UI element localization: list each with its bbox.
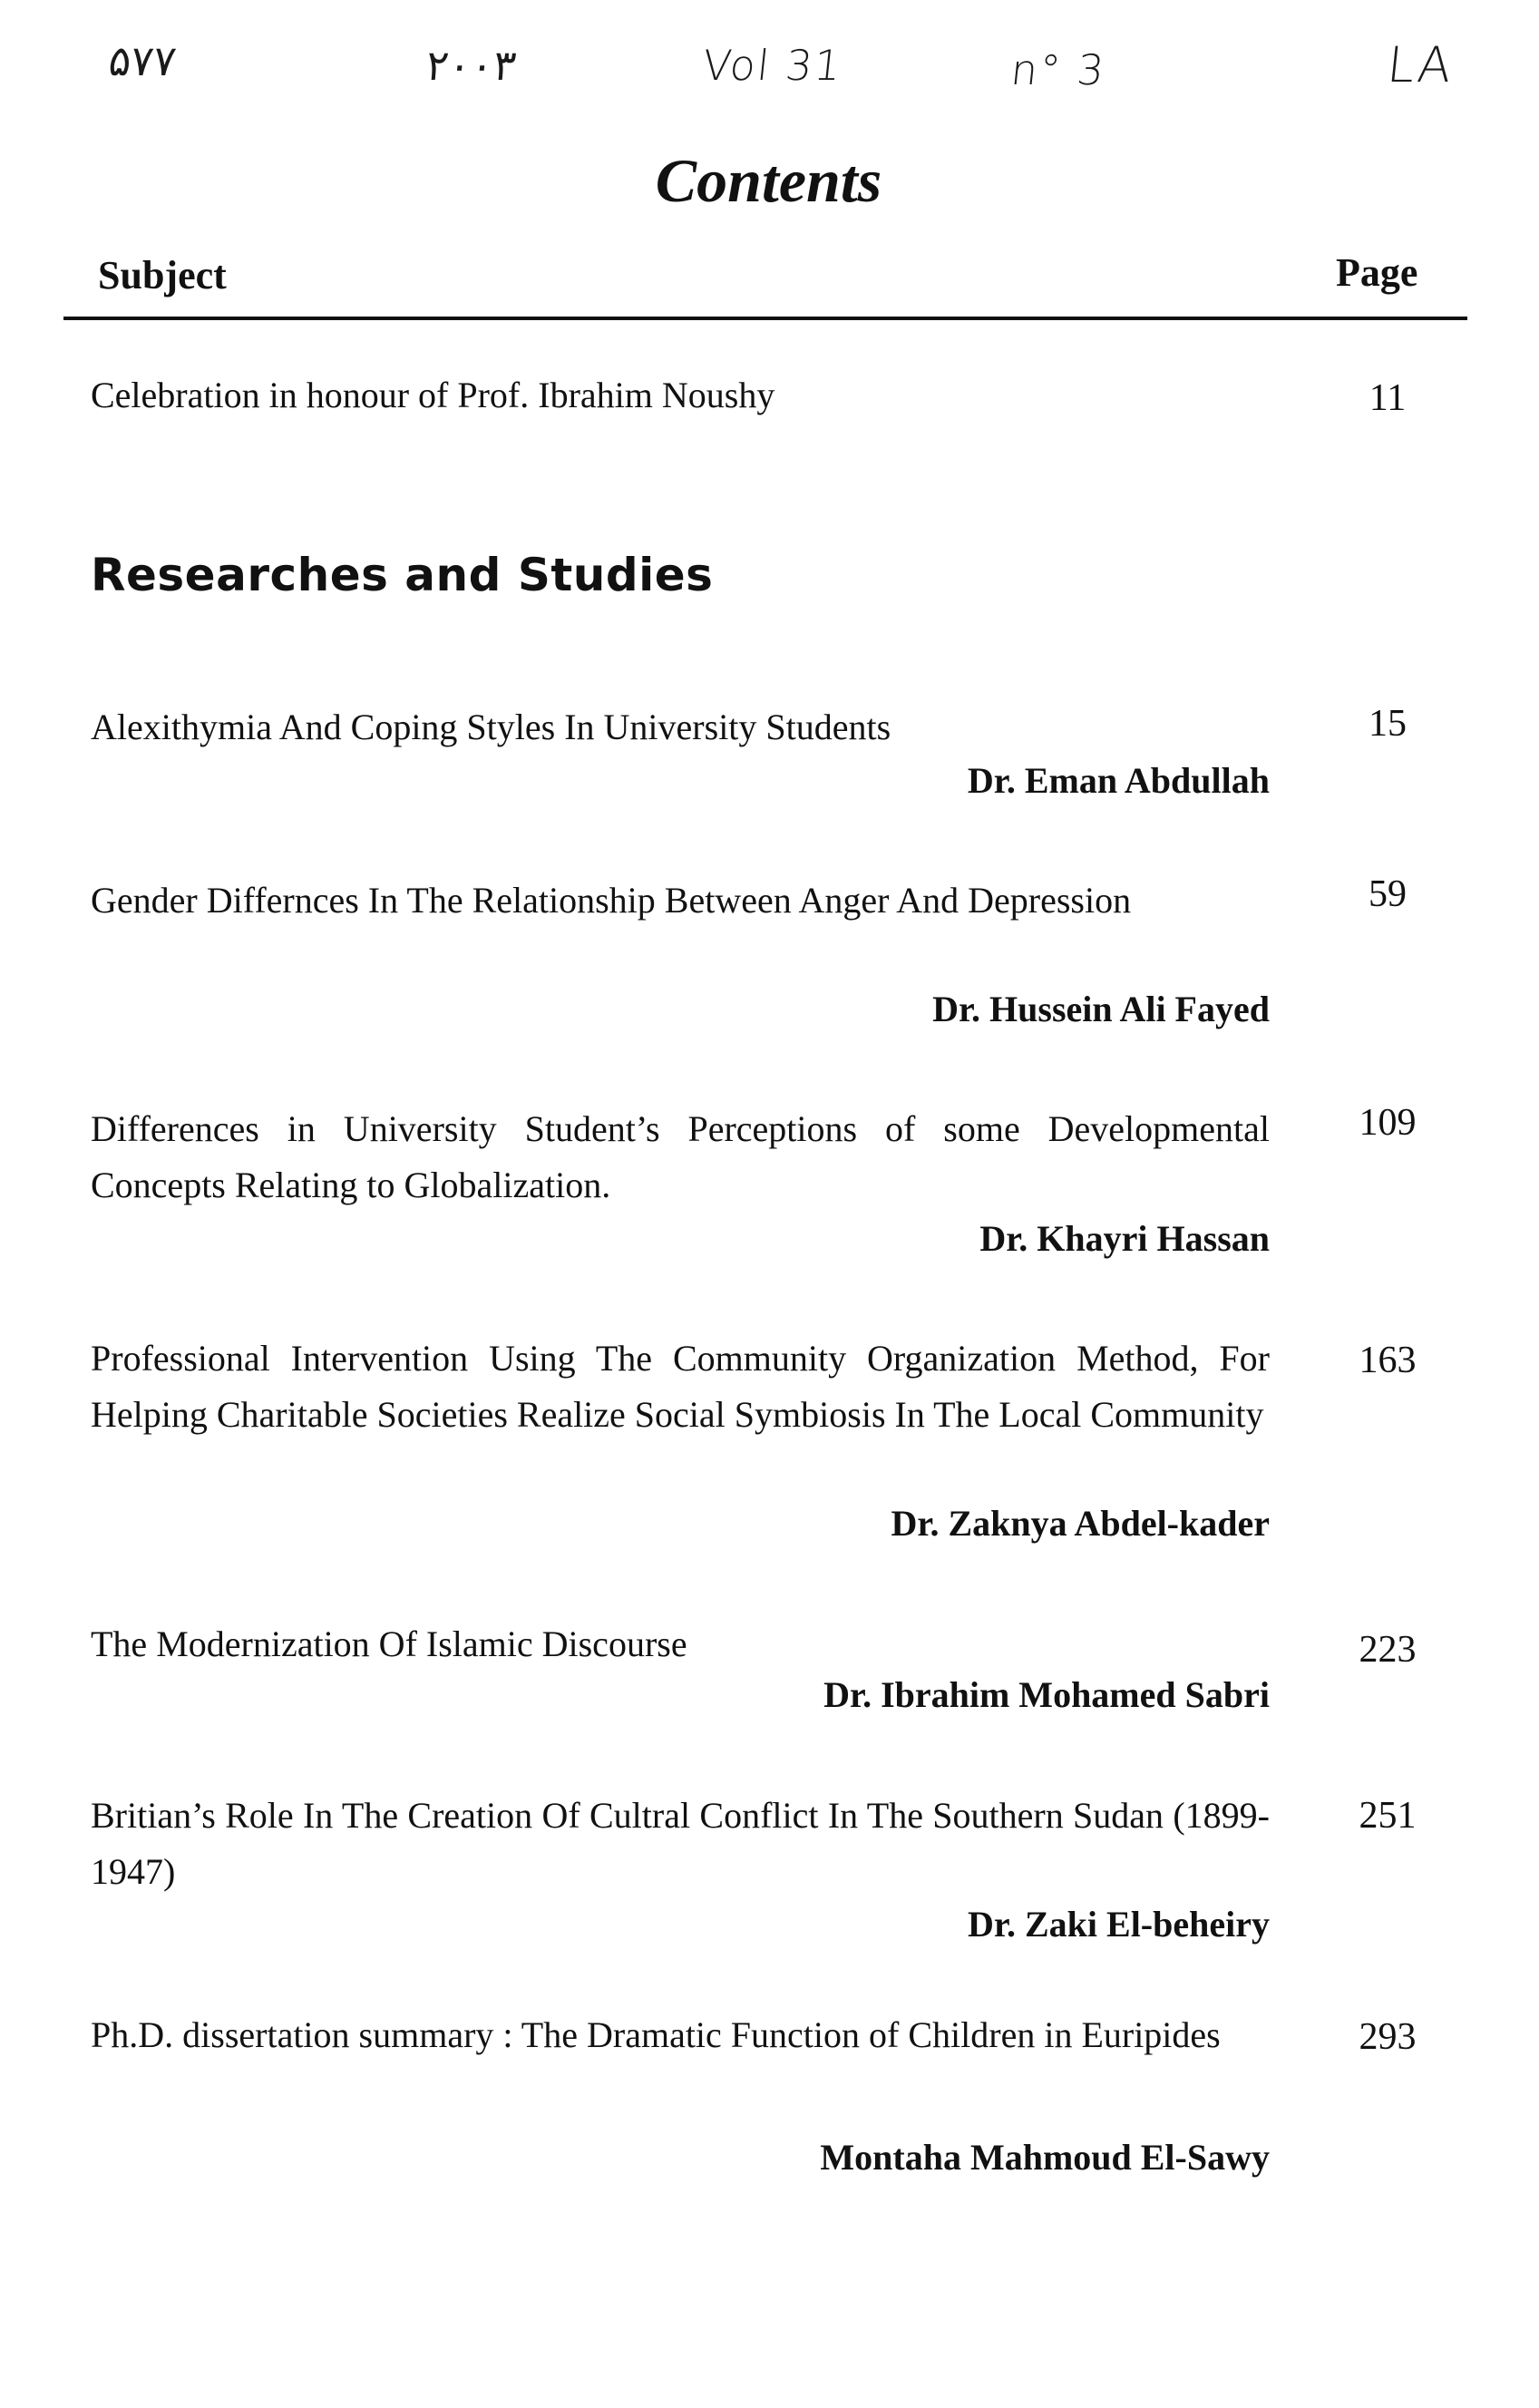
toc-entry-author: Dr. Eman Abdullah — [967, 760, 1270, 801]
toc-entry-title: Ph.D. dissertation summary : The Dramatic Function of Children in Euripides — [91, 2014, 1221, 2055]
intro-entry-page: 11 — [1369, 377, 1407, 419]
header-divider — [63, 317, 1467, 320]
handwritten-note-1: ۵۷۷ — [106, 36, 179, 85]
toc-entry-title: Gender Differnces In The Relationship Between Anger And Depression — [91, 880, 1132, 921]
toc-entry-page: 15 — [1369, 703, 1407, 745]
toc-entry-page: 251 — [1359, 1795, 1417, 1837]
toc-entry-page: 109 — [1359, 1102, 1417, 1144]
toc-entry-page: 293 — [1359, 2016, 1417, 2058]
page-title-text: Contents — [655, 146, 882, 215]
section-heading: Researches and Studies — [91, 549, 714, 601]
handwritten-note-5: LA — [1384, 36, 1456, 93]
page-column-header: Page — [1336, 250, 1418, 295]
toc-entry-author: Dr. Hussein Ali Fayed — [932, 989, 1270, 1029]
subject-column-header: Subject — [98, 253, 227, 297]
toc-entry-page: 223 — [1359, 1629, 1417, 1671]
toc-entry-author: Dr. Khayri Hassan — [979, 1218, 1270, 1259]
handwritten-note-4: n° 3 — [1008, 45, 1108, 94]
toc-entry-author: Dr. Ibrahim Mohamed Sabri — [823, 1674, 1270, 1715]
toc-entry-title: The Modernization Of Islamic Discourse — [91, 1623, 687, 1664]
toc-entry-author: Montaha Mahmoud El-Sawy — [820, 2137, 1270, 2178]
toc-entry-title: Alexithymia And Coping Styles In University Students — [91, 707, 891, 747]
handwritten-note-3: Vol 31 — [700, 41, 845, 90]
page-title — [0, 145, 1539, 217]
toc-entry-title: Britian’s Role In The Creation Of Cultral Conflict In The Southern Sudan (1899-1947) — [91, 1795, 1270, 1892]
toc-entry-author: Dr. Zaki El-beheiry — [968, 1904, 1270, 1945]
toc-entry-title: Differences in University Student’s Perceptions of some Developmental Concepts Relating to Globalization. — [91, 1108, 1270, 1205]
toc-entry-title: Professional Intervention Using The Community Organization Method, For Helping Charitable Societies Realize Social Symbiosis In The Local Community — [91, 1338, 1270, 1435]
handwritten-note-2: ۲۰۰۳ — [424, 41, 519, 90]
intro-entry-title: Celebration in honour of Prof. Ibrahim Noushy — [91, 375, 775, 415]
toc-entry-author: Dr. Zaknya Abdel-kader — [891, 1503, 1270, 1544]
toc-entry-page: 163 — [1359, 1340, 1417, 1381]
toc-entry-page: 59 — [1369, 873, 1407, 915]
